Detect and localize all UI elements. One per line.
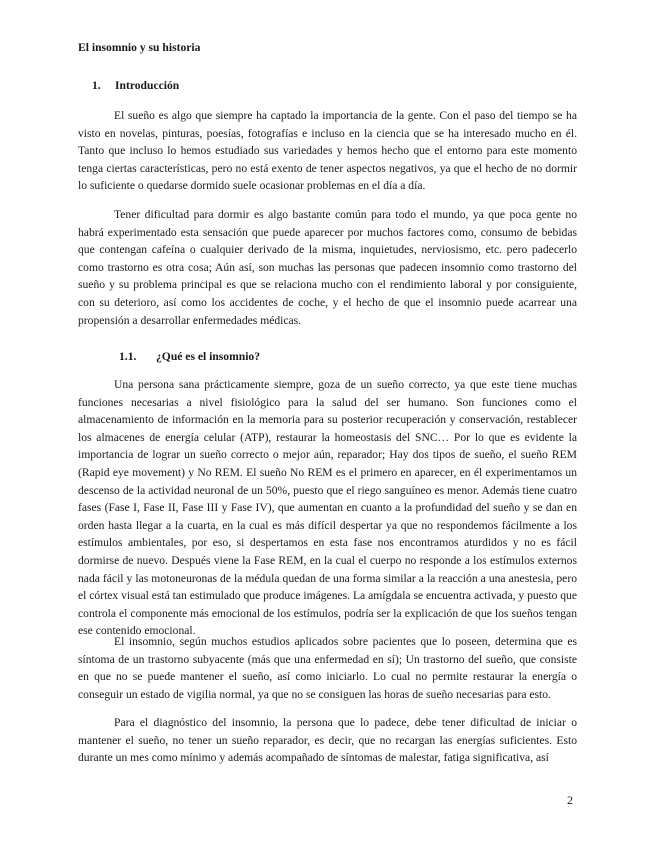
section-number: 1. [92, 79, 101, 92]
page-number: 2 [567, 793, 573, 807]
paragraph-insomnia-definition: El insomnio, según muchos estudios aplicados sobre pacientes que lo poseen, determina que es síntoma de un trastorno subyacente (más que una enfermedad en sí); Un trastorno del sueño, que consiste en que no se puede mantener el sueño, así como iniciarlo. Lo cual no permite restaurar la energía o conseguir un estado de vigilia normal, ya que no se consiguen las horas de sueño necesarias para esto. [78, 635, 577, 701]
paragraph-sleep-phases: Una persona sana prácticamente siempre, goza de un sueño correcto, ya que este tiene muchas funciones necesarias a nivel fisiológico para la salud del ser humano. Son funciones como el almacenamiento de información en la memoria para su posterior recuperación y conservación, restablecer los almacenes de energía celular (ATP), restaurar la homeostasis del SNC… Por lo que es evidente la importancia de lograr un sueño correcto o mejor aún, reparador; Hay dos tipos de sueño, el sueño REM (Rapid eye movement) y No REM. El sueño No REM es el primero en aparecer, en él experimentamos un descenso de la actividad neuronal de un 50%, puesto que el riego sanguíneo es menor. Además tiene cuatro fases (Fase I, Fase II, Fase III y Fase IV), que aumentan en cuanto a la profundidad del sueño y se dan en orden hasta llegar a la cuarta, en la cual es más difícil despertar ya que no respondemos fácilmente a los estímulos ambientales, por eso, si despertamos en esta fase nos encontramos aturdidos y no es fácil dormirse de nuevo. Después viene la Fase REM, en la cual el cuerpo no responde a los estímulos externos nada fácil y las motoneuronas de la médula quedan de una forma similar a la reacción a una anestesia, pero el córtex visual está tan estimulado que produce imágenes. La amígdala se encuentra activada, y puesto que controla el componente más emocional de los estímulos, podría ser la explicación de que los sueños tengan ese contenido emocional. [78, 378, 577, 638]
section-heading-introduccion [92, 79, 179, 92]
paragraph-intro-1: El sueño es algo que siempre ha captado la importancia de la gente. Con el paso del tiempo se ha visto en novelas, pinturas, poesías, fotografías e incluso en la ciencia que se ha interesado mucho en él. Tanto que incluso lo hemos estudiado sus variedades y hemos hecho que el entorno para este momento tenga ciertas características, pero no está exento de tener aspectos negativos, ya que el hecho de no dormir lo suficiente o quedarse dormido suele ocasionar problemas en el día a día. [78, 109, 577, 193]
subsection-number: 1.1. [119, 350, 137, 363]
section-title: Introducción [115, 79, 180, 92]
section-heading-que-es-el-insomnio [119, 350, 260, 363]
paragraph-diagnosis: Para el diagnóstico del insomnio, la persona que lo padece, debe tener dificultad de iniciar o mantener el sueño, no tener un sueño reparador, es decir, que no recargan las energías suficientes. Esto durante un mes como mínimo y además acompañado de síntomas de malestar, fatiga significativa, así [78, 716, 577, 765]
paragraph-intro-2: Tener dificultad para dormir es algo bastante común para todo el mundo, ya que poca gente no habrá experimentado esta sensación que puede aparecer por muchos factores como, consumo de bebidas que contengan cafeína o cualquier derivado de la misma, inquietudes, nerviosismo, etc. pero padecerlo como trastorno es otra cosa; Aún así, son muchas las personas que padecen insomnio como trastorno del sueño y su problema principal es que se relaciona mucho con el rendimiento laboral y por consiguiente, con su deterioro, así como los accidentes de coche, y el hecho de que el insomnio puede acarrear una propensión a desarrollar enfermedades médicas. [78, 208, 577, 327]
document-title: El insomnio y su historia [78, 41, 201, 54]
subsection-title: ¿Qué es el insomnio? [156, 350, 261, 363]
